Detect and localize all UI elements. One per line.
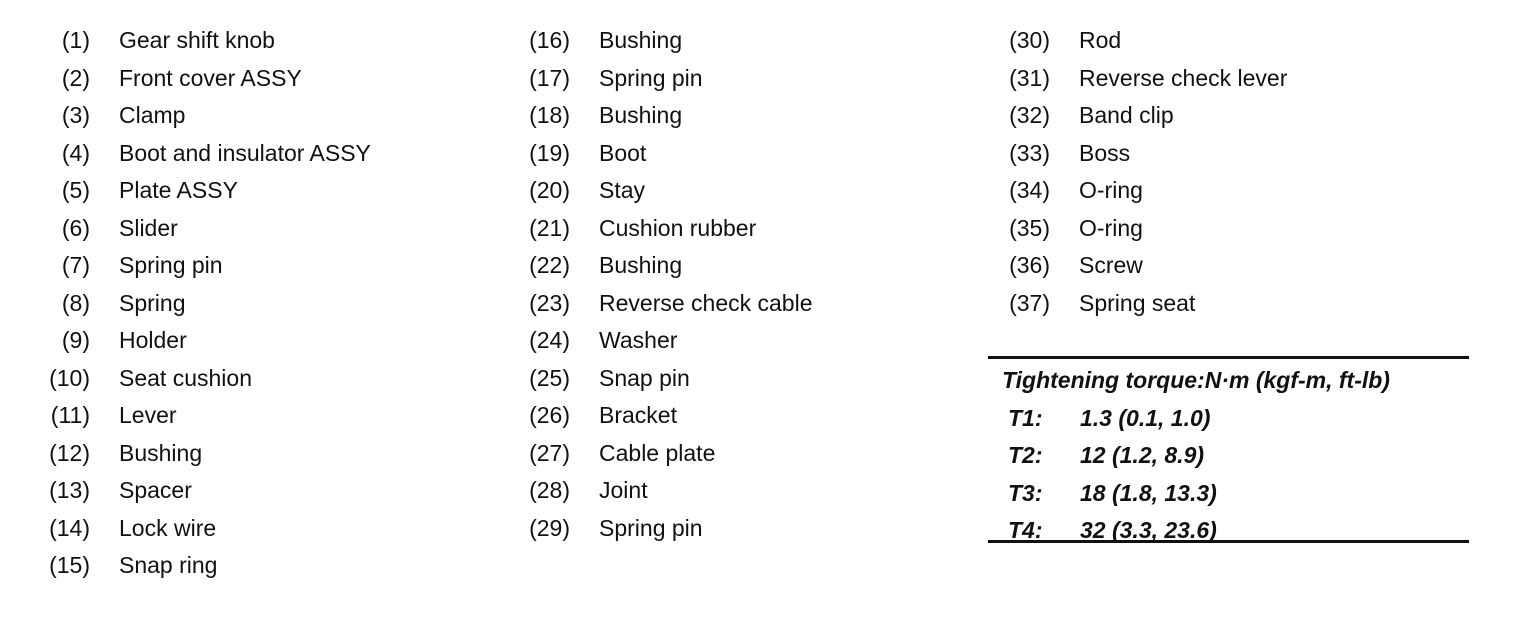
part-name: Spring — [119, 289, 186, 316]
part-name: Bushing — [119, 439, 203, 466]
part-number: (4) — [61, 139, 90, 166]
torque-value: 32 (3.3, 23.6) — [1080, 517, 1217, 543]
part-number: (25) — [529, 364, 570, 391]
part-number: (1) — [61, 27, 90, 53]
part-name: Spring pin — [599, 64, 703, 91]
torque-value: 18 (1.8, 13.3) — [1080, 479, 1217, 506]
part-number: (33) — [1009, 139, 1050, 166]
torque-code: T1: — [1008, 404, 1043, 431]
part-name: Lock wire — [119, 514, 217, 541]
part-name: Washer — [599, 327, 678, 353]
part-name: Joint — [599, 477, 648, 503]
part-name: Rod — [1079, 27, 1122, 53]
part-name: Cable plate — [599, 439, 716, 466]
part-name: Snap pin — [599, 364, 690, 391]
part-number: (9) — [61, 327, 90, 353]
part-number: (24) — [529, 327, 570, 353]
tightening-torque-table — [988, 356, 1469, 543]
torque-spec-list — [988, 400, 1458, 550]
part-name: Snap ring — [119, 552, 218, 578]
part-number: (18) — [529, 102, 570, 128]
part-name: Slider — [119, 214, 178, 241]
torque-row — [988, 437, 1458, 475]
part-name: Bracket — [599, 402, 677, 428]
part-number: (27) — [529, 439, 570, 466]
part-number: (2) — [61, 64, 90, 91]
part-number: (15) — [49, 552, 90, 578]
torque-table-title: Tightening torque:N·m (kgf-m, ft-lb) — [1002, 367, 1390, 393]
part-name: Front cover ASSY — [119, 64, 302, 91]
part-name: Spring pin — [119, 252, 223, 278]
part-number: (5) — [61, 177, 90, 203]
torque-value: 1.3 (0.1, 1.0) — [1080, 404, 1211, 431]
torque-row — [988, 512, 1458, 550]
torque-row — [988, 400, 1458, 438]
torque-code: T2: — [1008, 442, 1043, 468]
part-name: Boss — [1079, 139, 1131, 166]
part-number: (6) — [61, 214, 90, 241]
part-name: Spacer — [119, 477, 192, 503]
part-name: Bushing — [599, 102, 683, 128]
torque-row — [988, 475, 1458, 513]
part-number: (35) — [1009, 214, 1050, 241]
part-number: (19) — [529, 139, 570, 166]
part-number: (10) — [49, 364, 90, 391]
part-name: Reverse check cable — [599, 289, 813, 316]
part-number: (13) — [49, 477, 90, 503]
torque-code: T3: — [1008, 479, 1043, 506]
part-number: (3) — [61, 102, 90, 128]
part-name: Cushion rubber — [599, 214, 757, 241]
part-number: (17) — [529, 64, 570, 91]
part-number: (20) — [529, 177, 570, 203]
part-name: Reverse check lever — [1079, 64, 1288, 91]
part-name: Lever — [119, 402, 177, 428]
part-number: (8) — [61, 289, 90, 316]
part-number: (14) — [49, 514, 90, 541]
part-name: Bushing — [599, 252, 683, 278]
torque-code: T4: — [1008, 517, 1043, 543]
part-number: (32) — [1009, 102, 1050, 128]
part-number: (21) — [529, 214, 570, 241]
part-number: (36) — [1009, 252, 1050, 278]
part-number: (30) — [1009, 27, 1050, 53]
part-name: Plate ASSY — [119, 177, 238, 203]
part-name: Screw — [1079, 252, 1143, 278]
part-name: Boot — [599, 139, 647, 166]
part-name: Boot and insulator ASSY — [119, 139, 371, 166]
part-number: (34) — [1009, 177, 1050, 203]
part-number: (37) — [1009, 289, 1050, 316]
part-name: Gear shift knob — [119, 27, 275, 53]
part-name: Stay — [599, 177, 646, 203]
torque-value: 12 (1.2, 8.9) — [1080, 442, 1205, 468]
part-name: Seat cushion — [119, 364, 252, 391]
part-name: Holder — [119, 327, 187, 353]
part-name: Clamp — [119, 102, 186, 128]
part-number: (28) — [529, 477, 570, 503]
part-name: O-ring — [1079, 214, 1143, 241]
part-number: (23) — [529, 289, 570, 316]
part-number: (29) — [529, 514, 570, 541]
part-name: Bushing — [599, 27, 683, 53]
part-name: Spring pin — [599, 514, 703, 541]
part-number: (22) — [529, 252, 570, 278]
part-number: (31) — [1009, 64, 1050, 91]
part-name: O-ring — [1079, 177, 1143, 203]
part-number: (26) — [529, 402, 570, 428]
part-number: (11) — [50, 402, 90, 428]
part-number: (16) — [529, 27, 570, 53]
part-number: (7) — [61, 252, 90, 278]
part-name: Band clip — [1079, 102, 1174, 128]
part-number: (12) — [49, 439, 90, 466]
part-name: Spring seat — [1079, 289, 1196, 316]
